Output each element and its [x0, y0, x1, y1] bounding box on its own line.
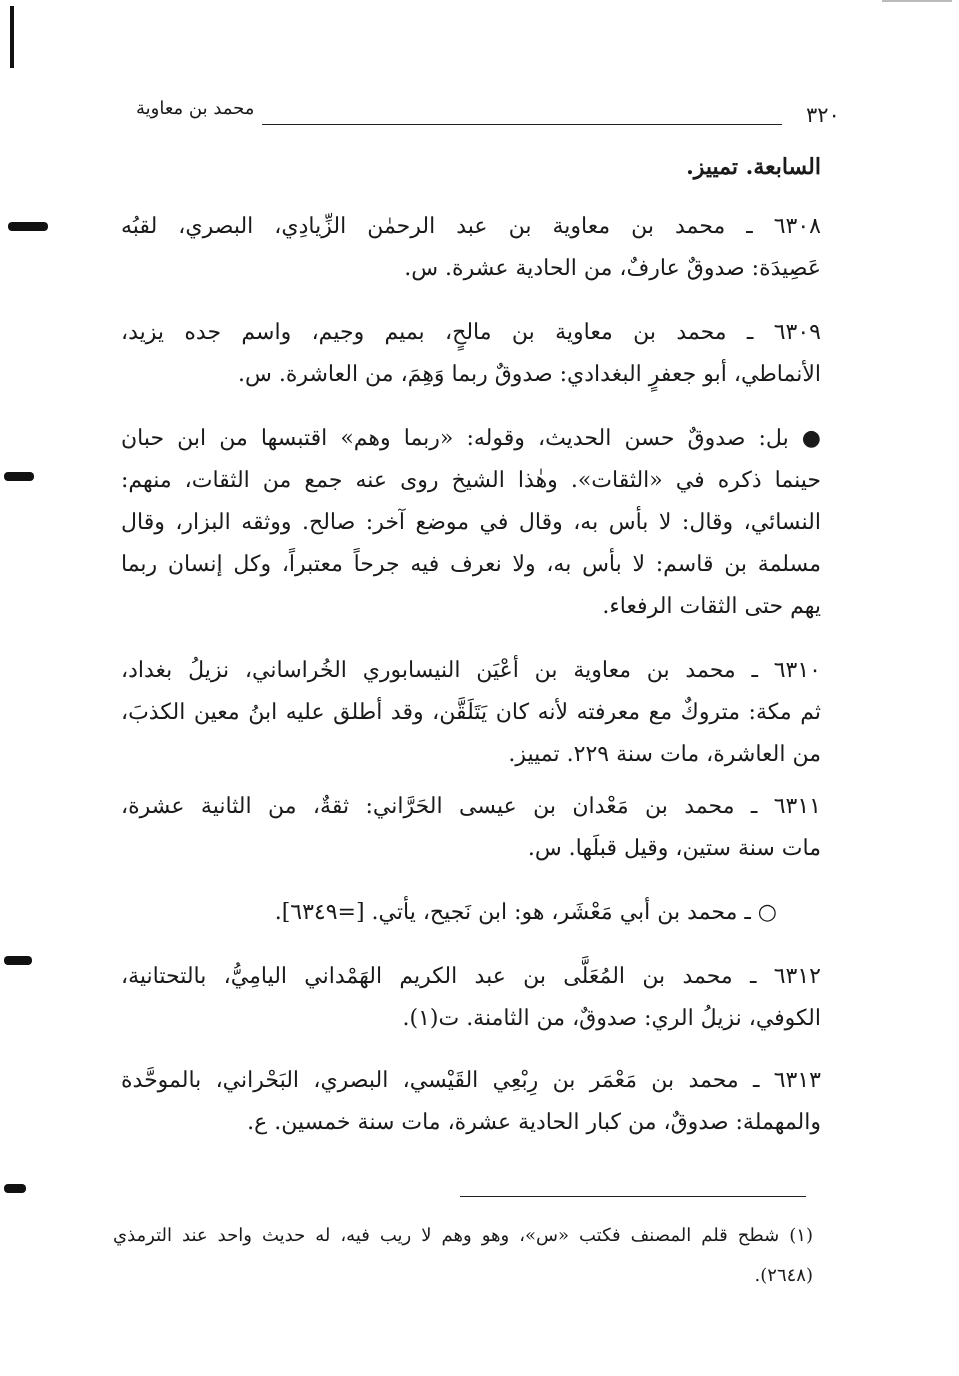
margin-mark-3: [4, 956, 32, 965]
text-line: السابعة. تمييز.: [686, 154, 821, 180]
entry-tail-tamyiz: [121, 146, 821, 188]
footnote-line: (٢٦٤٨).: [754, 1265, 813, 1286]
text-line: مسلمة بن قاسم: لا بأس به، ولا نعرف فيه جرحاً معتبراً، وكل إنسان ربما: [121, 552, 821, 577]
margin-mark-1: [8, 222, 48, 231]
entry-6312: [121, 956, 821, 1040]
footnote-line: (١) شطح قلم المصنف فكتب «س»، وهو وهم لا ريب فيه، له حديث واحد عند الترمذي: [113, 1225, 813, 1246]
text-line: النسائي، وقال: لا بأس به، وقال في موضع آخر: صالح. ووثقه البزار، وقال: [121, 510, 821, 535]
entry-6311: [121, 786, 821, 870]
text-line: ٦٣٠٩ ـ محمد بن معاوية بن مالحٍ، بميم وجيم، واسم جده يزيد،: [121, 320, 821, 345]
text-line: ○ ـ محمد بن أبي مَعْشَر، هو: ابن نَجيح، يأتي. [=٦٣٤٩].: [274, 900, 777, 925]
entry-6313: [121, 1060, 821, 1144]
text-line: من العاشرة، مات سنة ٢٢٩. تمييز.: [508, 742, 821, 767]
text-line: الأنماطي، أبو جعفرٍ البغدادي: صدوقٌ ربما وَهِمَ، من العاشرة. س.: [238, 362, 821, 387]
entry-6308: [121, 206, 821, 290]
margin-mark-4: [4, 1184, 26, 1193]
running-title: محمد بن معاوية: [136, 98, 255, 119]
commentary-6309: [121, 418, 821, 628]
cross-reference-entry: [121, 892, 821, 934]
margin-mark-top-left: [10, 6, 14, 68]
text-line: عَصِيدَة: صدوقٌ عارفٌ، من الحادية عشرة. س.: [404, 256, 821, 281]
text-line: مات سنة ستين، وقيل قبلَها. س.: [527, 836, 821, 861]
text-line: ثم مكة: متروكٌ مع معرفته لأنه كان يَتَلَقَّن، وقد أطلق عليه ابنُ معين الكذبَ،: [121, 700, 821, 725]
text-line: ٦٣١٣ ـ محمد بن مَعْمَر بن رِبْعِي القَيْسي، البصري، البَحْراني، بالموحَّدة: [121, 1068, 821, 1093]
footnote: [113, 1216, 813, 1296]
entry-6310: [121, 650, 821, 776]
text-line: ٦٣١٢ ـ محمد بن المُعَلَّى بن عبد الكريم الهَمْداني اليامِيُّ، بالتحتانية،: [121, 964, 821, 989]
text-line: ٦٣٠٨ ـ محمد بن معاوية بن عبد الرحمٰن الزِّيادِي، البصري، لقبُه: [121, 214, 821, 239]
text-line: الكوفي، نزيلُ الري: صدوقٌ، من الثامنة. ت(١).: [402, 1006, 821, 1031]
entry-6309: [121, 312, 821, 396]
text-line: يهم حتى الثقات الرفعاء.: [602, 594, 821, 619]
margin-mark-2: [4, 472, 34, 481]
text-line: ٦٣١٠ ـ محمد بن معاوية بن أعْيَن النيسابوري الخُراساني، نزيلُ بغداد،: [121, 658, 821, 683]
corner-speckle: [882, 0, 952, 2]
text-line: حينما ذكره في «الثقات». وهٰذا الشيخ روى عنه جمع من الثقات، منهم:: [121, 468, 821, 493]
text-line: ٦٣١١ ـ محمد بن مَعْدان بن عيسى الحَرَّاني: ثقةٌ، من الثانية عشرة،: [121, 794, 821, 819]
page-number: ٣٢٠: [806, 103, 840, 127]
header-rule: [262, 124, 782, 125]
footnote-rule: [460, 1196, 806, 1197]
text-line: والمهملة: صدوقٌ، من كبار الحادية عشرة، مات سنة خمسين. ع.: [247, 1110, 821, 1135]
text-line: ● بل: صدوقٌ حسن الحديث، وقوله: «ربما وهم» اقتبسها من ابن حبان: [121, 426, 821, 451]
